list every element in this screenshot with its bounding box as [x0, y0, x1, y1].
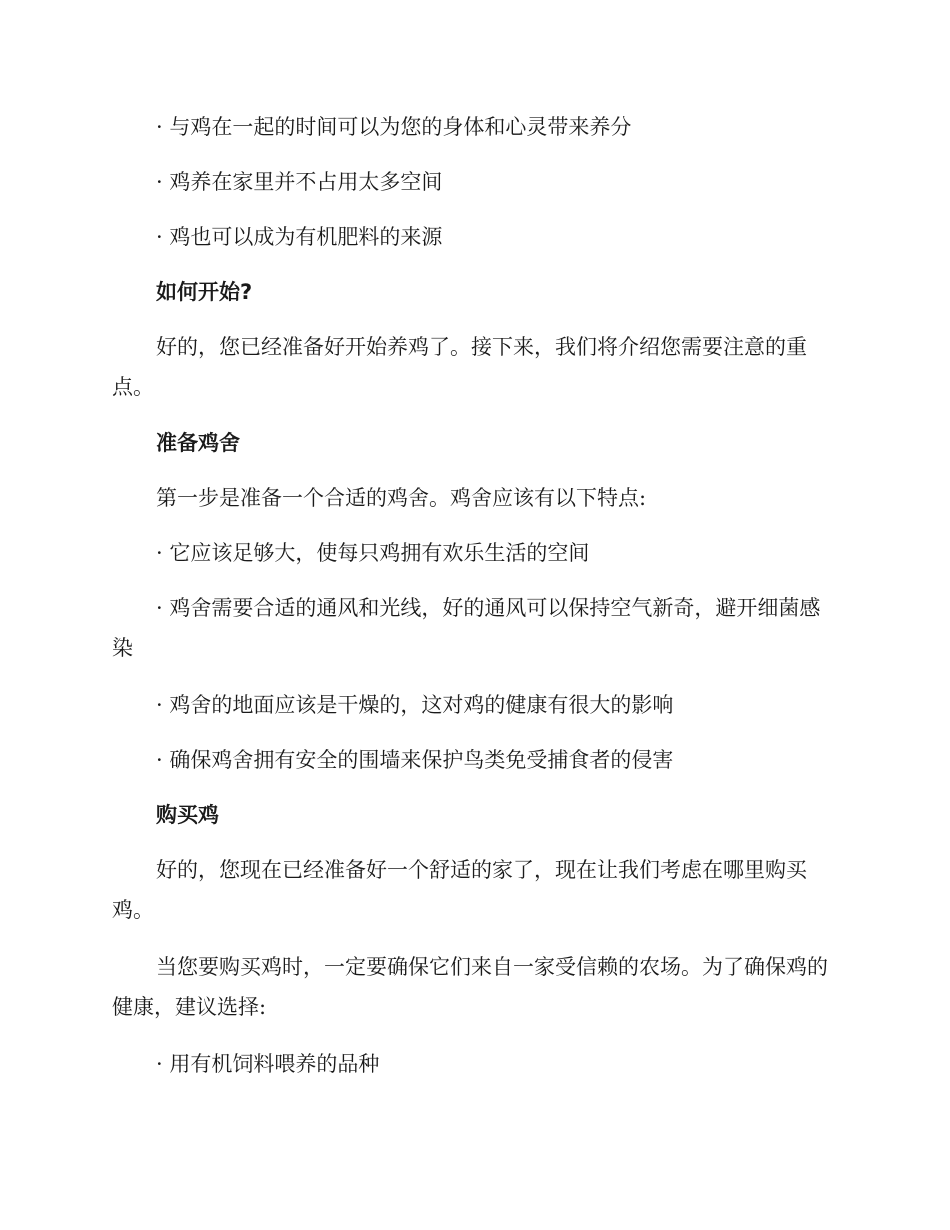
bullet-item: · 鸡也可以成为有机肥料的来源	[156, 225, 443, 249]
bullet-item: · 用有机饲料喂养的品种	[156, 1052, 380, 1076]
paragraph: 好的，您现在已经准备好一个舒适的家了，现在让我们考虑在哪里购买鸡。	[112, 858, 807, 922]
paragraph: 好的，您已经准备好开始养鸡了。接下来，我们将介绍您需要注意的重点。	[112, 335, 807, 399]
bullet-item: · 它应该足够大，使每只鸡拥有欢乐生活的空间	[156, 541, 590, 565]
bullet-item: · 鸡舍需要合适的通风和光线，好的通风可以保持空气新奇，避开细菌感染	[112, 596, 821, 660]
paragraph: 第一步是准备一个合适的鸡舍。鸡舍应该有以下特点:	[156, 486, 647, 510]
bullet-item: · 鸡养在家里并不占用太多空间	[156, 170, 443, 194]
bullet-item: · 确保鸡舍拥有安全的围墙来保护鸟类免受捕食者的侵害	[156, 748, 674, 772]
section-heading: 准备鸡舍	[156, 431, 240, 455]
bullet-item: · 与鸡在一起的时间可以为您的身体和心灵带来养分	[156, 115, 632, 139]
section-heading: 购买鸡	[156, 803, 219, 827]
bullet-item: · 鸡舍的地面应该是干燥的，这对鸡的健康有很大的影响	[156, 693, 674, 717]
section-heading: 如何开始?	[156, 280, 253, 304]
paragraph: 当您要购买鸡时，一定要确保它们来自一家受信赖的农场。为了确保鸡的健康，建议选择:	[112, 955, 828, 1019]
